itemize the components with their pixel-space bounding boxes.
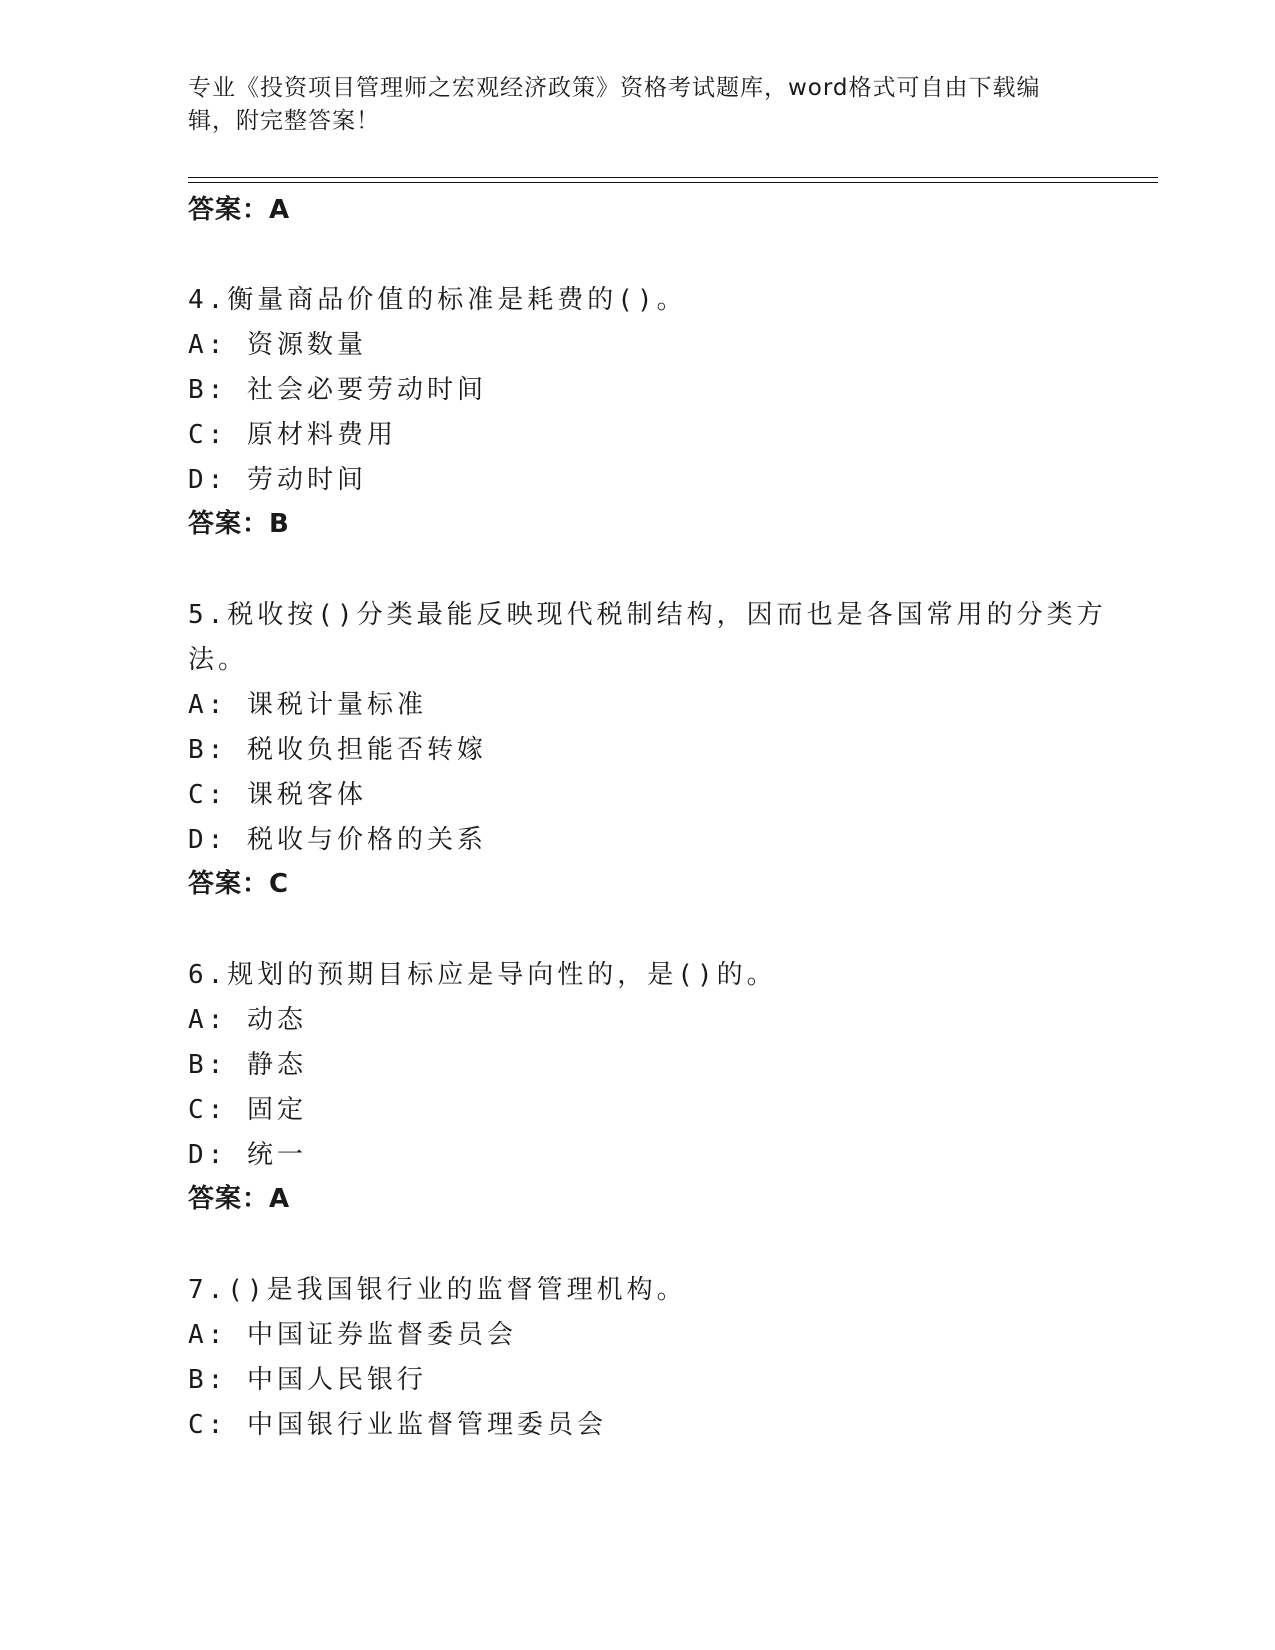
- question-4-option-b: B: 社会必要劳动时间: [188, 375, 487, 405]
- answer-prev: 答案：A: [188, 195, 291, 225]
- header-line-1: 专业《投资项目管理师之宏观经济政策》资格考试题库，word格式可自由下载编: [188, 75, 1041, 101]
- question-4-option-a: A: 资源数量: [188, 330, 367, 360]
- question-7-option-c: C: 中国银行业监督管理委员会: [188, 1410, 607, 1440]
- header-rule-bottom: [188, 182, 1158, 183]
- question-6-answer: 答案：A: [188, 1184, 291, 1214]
- question-6-option-d: D: 统一: [188, 1140, 307, 1170]
- question-4-stem: 4.衡量商品价值的标准是耗费的()。: [188, 285, 687, 315]
- header-rule-top: [188, 177, 1158, 178]
- question-6-option-c: C: 固定: [188, 1095, 307, 1125]
- question-4-answer: 答案：B: [188, 509, 290, 539]
- question-5-option-d: D: 税收与价格的关系: [188, 825, 487, 855]
- question-5-option-c: C: 课税客体: [188, 780, 367, 810]
- question-6-option-b: B: 静态: [188, 1050, 307, 1080]
- question-5-answer: 答案：C: [188, 869, 290, 899]
- question-4-option-c: C: 原材料费用: [188, 420, 397, 450]
- question-5-stem-line-2: 法。: [188, 645, 249, 675]
- question-6-stem: 6.规划的预期目标应是导向性的，是()的。: [188, 960, 777, 990]
- question-7-option-b: B: 中国人民银行: [188, 1365, 427, 1395]
- question-5-stem-line-1: 5.税收按()分类最能反映现代税制结构，因而也是各国常用的分类方: [188, 600, 1107, 630]
- question-6-option-a: A: 动态: [188, 1005, 307, 1035]
- question-7-option-a: A: 中国证券监督委员会: [188, 1320, 517, 1350]
- question-5-option-b: B: 税收负担能否转嫁: [188, 735, 487, 765]
- question-5-option-a: A: 课税计量标准: [188, 690, 427, 720]
- document-header: [188, 72, 1088, 138]
- header-line-2: 辑，附完整答案！: [188, 108, 380, 134]
- question-4-option-d: D: 劳动时间: [188, 465, 367, 495]
- question-7-stem: 7.()是我国银行业的监督管理机构。: [188, 1275, 687, 1305]
